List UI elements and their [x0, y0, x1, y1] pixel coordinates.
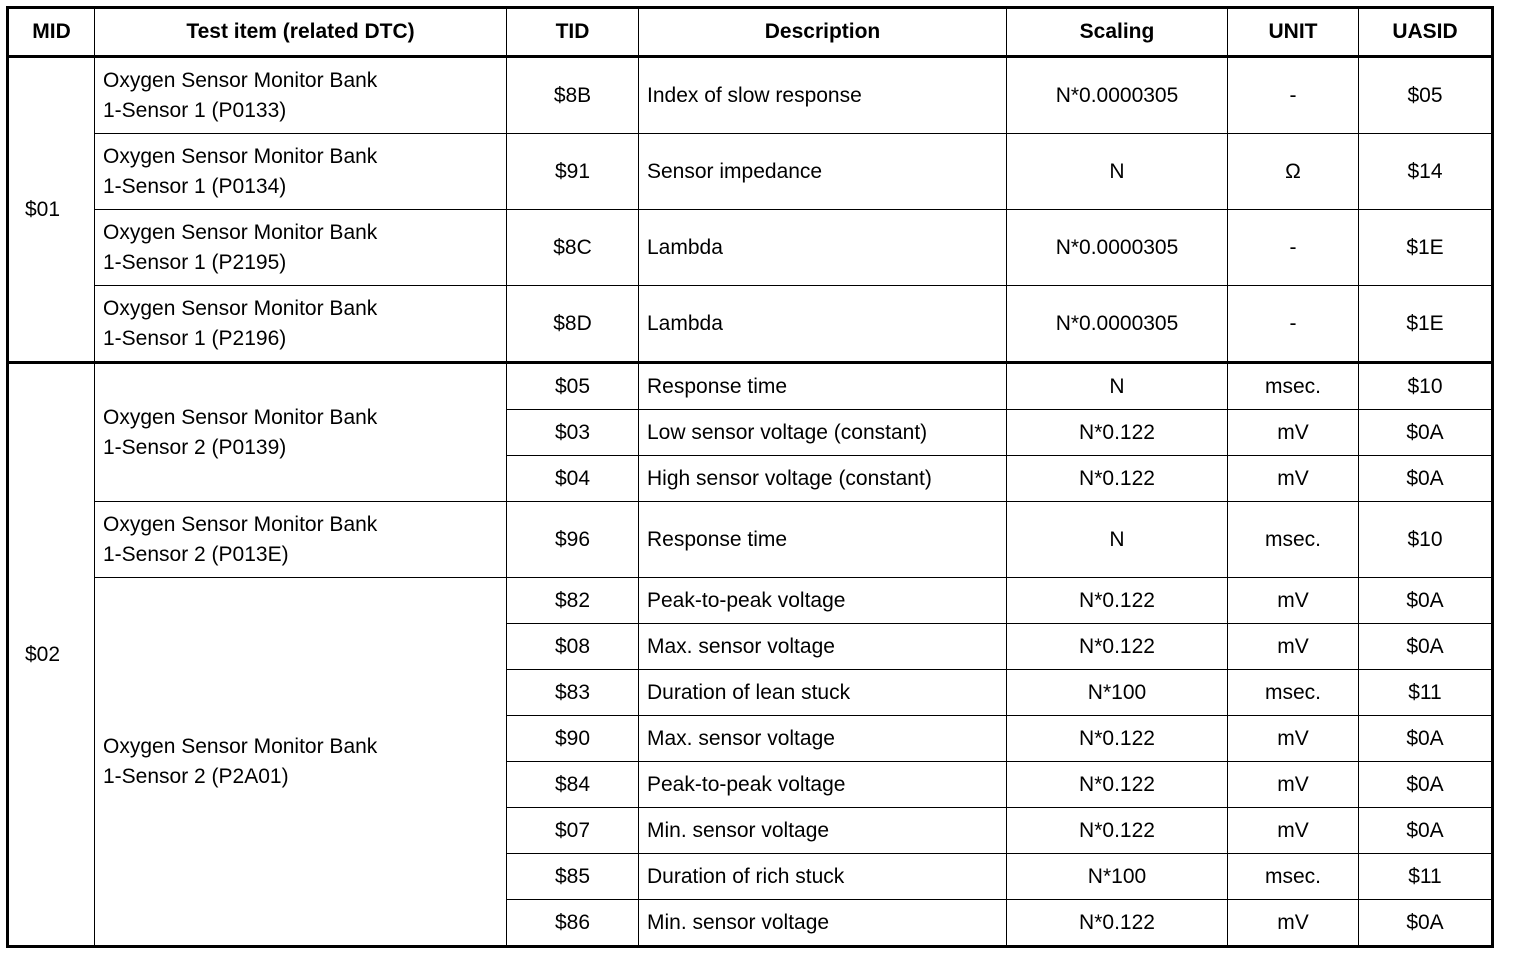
uasid-cell: $10: [1359, 363, 1493, 410]
tid-cell: $03: [507, 410, 639, 456]
uasid-cell: $0A: [1359, 456, 1493, 502]
uasid-cell: $0A: [1359, 900, 1493, 947]
scaling-cell: N: [1007, 134, 1228, 210]
tid-cell: $08: [507, 624, 639, 670]
test-item-cell: [95, 57, 507, 134]
description-cell: Max. sensor voltage: [639, 716, 1007, 762]
tid-cell: $83: [507, 670, 639, 716]
test-item-cell: [95, 363, 507, 502]
tid-cell: $86: [507, 900, 639, 947]
description-cell: Duration of rich stuck: [639, 854, 1007, 900]
scaling-cell: N*100: [1007, 854, 1228, 900]
description-cell: Response time: [639, 502, 1007, 578]
scaling-cell: N*0.122: [1007, 900, 1228, 947]
table-row: [8, 578, 1493, 624]
unit-cell: mV: [1228, 578, 1359, 624]
tid-cell: $91: [507, 134, 639, 210]
test-item-line2: 1-Sensor 1 (P2196): [103, 326, 287, 350]
test-item-line1: Oxygen Sensor Monitor Bank: [103, 405, 378, 429]
test-item-cell: [95, 578, 507, 947]
scaling-cell: N*0.0000305: [1007, 286, 1228, 363]
description-cell: Max. sensor voltage: [639, 624, 1007, 670]
test-item-cell: [95, 502, 507, 578]
unit-cell: mV: [1228, 808, 1359, 854]
uasid-cell: $11: [1359, 670, 1493, 716]
description-cell: Min. sensor voltage: [639, 808, 1007, 854]
tid-cell: $85: [507, 854, 639, 900]
obd-monitor-table: [6, 6, 1494, 948]
description-cell: Peak-to-peak voltage: [639, 762, 1007, 808]
uasid-cell: $11: [1359, 854, 1493, 900]
test-item-cell: [95, 210, 507, 286]
table-row: [8, 286, 1493, 363]
test-item-line1: Oxygen Sensor Monitor Bank: [103, 220, 378, 244]
unit-cell: msec.: [1228, 363, 1359, 410]
uasid-cell: $0A: [1359, 808, 1493, 854]
table-row: [8, 363, 1493, 410]
uasid-cell: $0A: [1359, 762, 1493, 808]
tid-cell: $84: [507, 762, 639, 808]
unit-cell: mV: [1228, 624, 1359, 670]
test-item-line2: 1-Sensor 1 (P0133): [103, 98, 287, 122]
description-cell: Response time: [639, 363, 1007, 410]
table-row: [8, 210, 1493, 286]
scaling-cell: N*0.0000305: [1007, 57, 1228, 134]
scaling-cell: N*0.122: [1007, 456, 1228, 502]
test-item-line2: 1-Sensor 2 (P2A01): [103, 764, 289, 788]
uasid-cell: $0A: [1359, 410, 1493, 456]
uasid-cell: $1E: [1359, 286, 1493, 363]
test-item-line2: 1-Sensor 2 (P0139): [103, 435, 287, 459]
header-unit: UNIT: [1228, 8, 1359, 57]
tid-cell: $8B: [507, 57, 639, 134]
uasid-cell: $0A: [1359, 716, 1493, 762]
uasid-cell: $0A: [1359, 624, 1493, 670]
scaling-cell: N*0.122: [1007, 624, 1228, 670]
scaling-cell: N*0.0000305: [1007, 210, 1228, 286]
test-item-line2: 1-Sensor 2 (P013E): [103, 542, 289, 566]
test-item-line2: 1-Sensor 1 (P0134): [103, 174, 287, 198]
test-item-line1: Oxygen Sensor Monitor Bank: [103, 734, 378, 758]
scaling-cell: N*0.122: [1007, 808, 1228, 854]
header-mid: MID: [8, 8, 95, 57]
scaling-cell: N: [1007, 363, 1228, 410]
header-description: Description: [639, 8, 1007, 57]
description-cell: Lambda: [639, 286, 1007, 363]
mid-cell: $02: [8, 363, 95, 947]
header-row: [8, 8, 1493, 57]
unit-cell: msec.: [1228, 854, 1359, 900]
tid-cell: $90: [507, 716, 639, 762]
unit-cell: mV: [1228, 762, 1359, 808]
description-cell: Index of slow response: [639, 57, 1007, 134]
scaling-cell: N*0.122: [1007, 762, 1228, 808]
tid-cell: $07: [507, 808, 639, 854]
header-test-item: Test item (related DTC): [95, 8, 507, 57]
scaling-cell: N*100: [1007, 670, 1228, 716]
tid-cell: $8C: [507, 210, 639, 286]
test-item-cell: [95, 286, 507, 363]
test-item-line1: Oxygen Sensor Monitor Bank: [103, 144, 378, 168]
tid-cell: $82: [507, 578, 639, 624]
tid-cell: $8D: [507, 286, 639, 363]
unit-cell: -: [1228, 286, 1359, 363]
unit-cell: mV: [1228, 410, 1359, 456]
uasid-cell: $05: [1359, 57, 1493, 134]
scaling-cell: N*0.122: [1007, 578, 1228, 624]
table-row: [8, 502, 1493, 578]
test-item-line1: Oxygen Sensor Monitor Bank: [103, 512, 378, 536]
scaling-cell: N: [1007, 502, 1228, 578]
unit-cell: mV: [1228, 456, 1359, 502]
description-cell: Lambda: [639, 210, 1007, 286]
description-cell: Min. sensor voltage: [639, 900, 1007, 947]
unit-cell: msec.: [1228, 502, 1359, 578]
tid-cell: $96: [507, 502, 639, 578]
unit-cell: mV: [1228, 716, 1359, 762]
scaling-cell: N*0.122: [1007, 716, 1228, 762]
uasid-cell: $10: [1359, 502, 1493, 578]
test-item-line1: Oxygen Sensor Monitor Bank: [103, 68, 378, 92]
scaling-cell: N*0.122: [1007, 410, 1228, 456]
uasid-cell: $0A: [1359, 578, 1493, 624]
description-cell: High sensor voltage (constant): [639, 456, 1007, 502]
uasid-cell: $1E: [1359, 210, 1493, 286]
mid-cell: $01: [8, 57, 95, 363]
header-scaling: Scaling: [1007, 8, 1228, 57]
description-cell: Low sensor voltage (constant): [639, 410, 1007, 456]
description-cell: Duration of lean stuck: [639, 670, 1007, 716]
test-item-cell: [95, 134, 507, 210]
unit-cell: -: [1228, 210, 1359, 286]
unit-cell: -: [1228, 57, 1359, 134]
unit-cell: Ω: [1228, 134, 1359, 210]
header-tid: TID: [507, 8, 639, 57]
tid-cell: $05: [507, 363, 639, 410]
unit-cell: mV: [1228, 900, 1359, 947]
test-item-line2: 1-Sensor 1 (P2195): [103, 250, 287, 274]
description-cell: Sensor impedance: [639, 134, 1007, 210]
uasid-cell: $14: [1359, 134, 1493, 210]
unit-cell: msec.: [1228, 670, 1359, 716]
test-item-line1: Oxygen Sensor Monitor Bank: [103, 296, 378, 320]
table-row: [8, 134, 1493, 210]
table-row: [8, 57, 1493, 134]
tid-cell: $04: [507, 456, 639, 502]
description-cell: Peak-to-peak voltage: [639, 578, 1007, 624]
header-uasid: UASID: [1359, 8, 1493, 57]
